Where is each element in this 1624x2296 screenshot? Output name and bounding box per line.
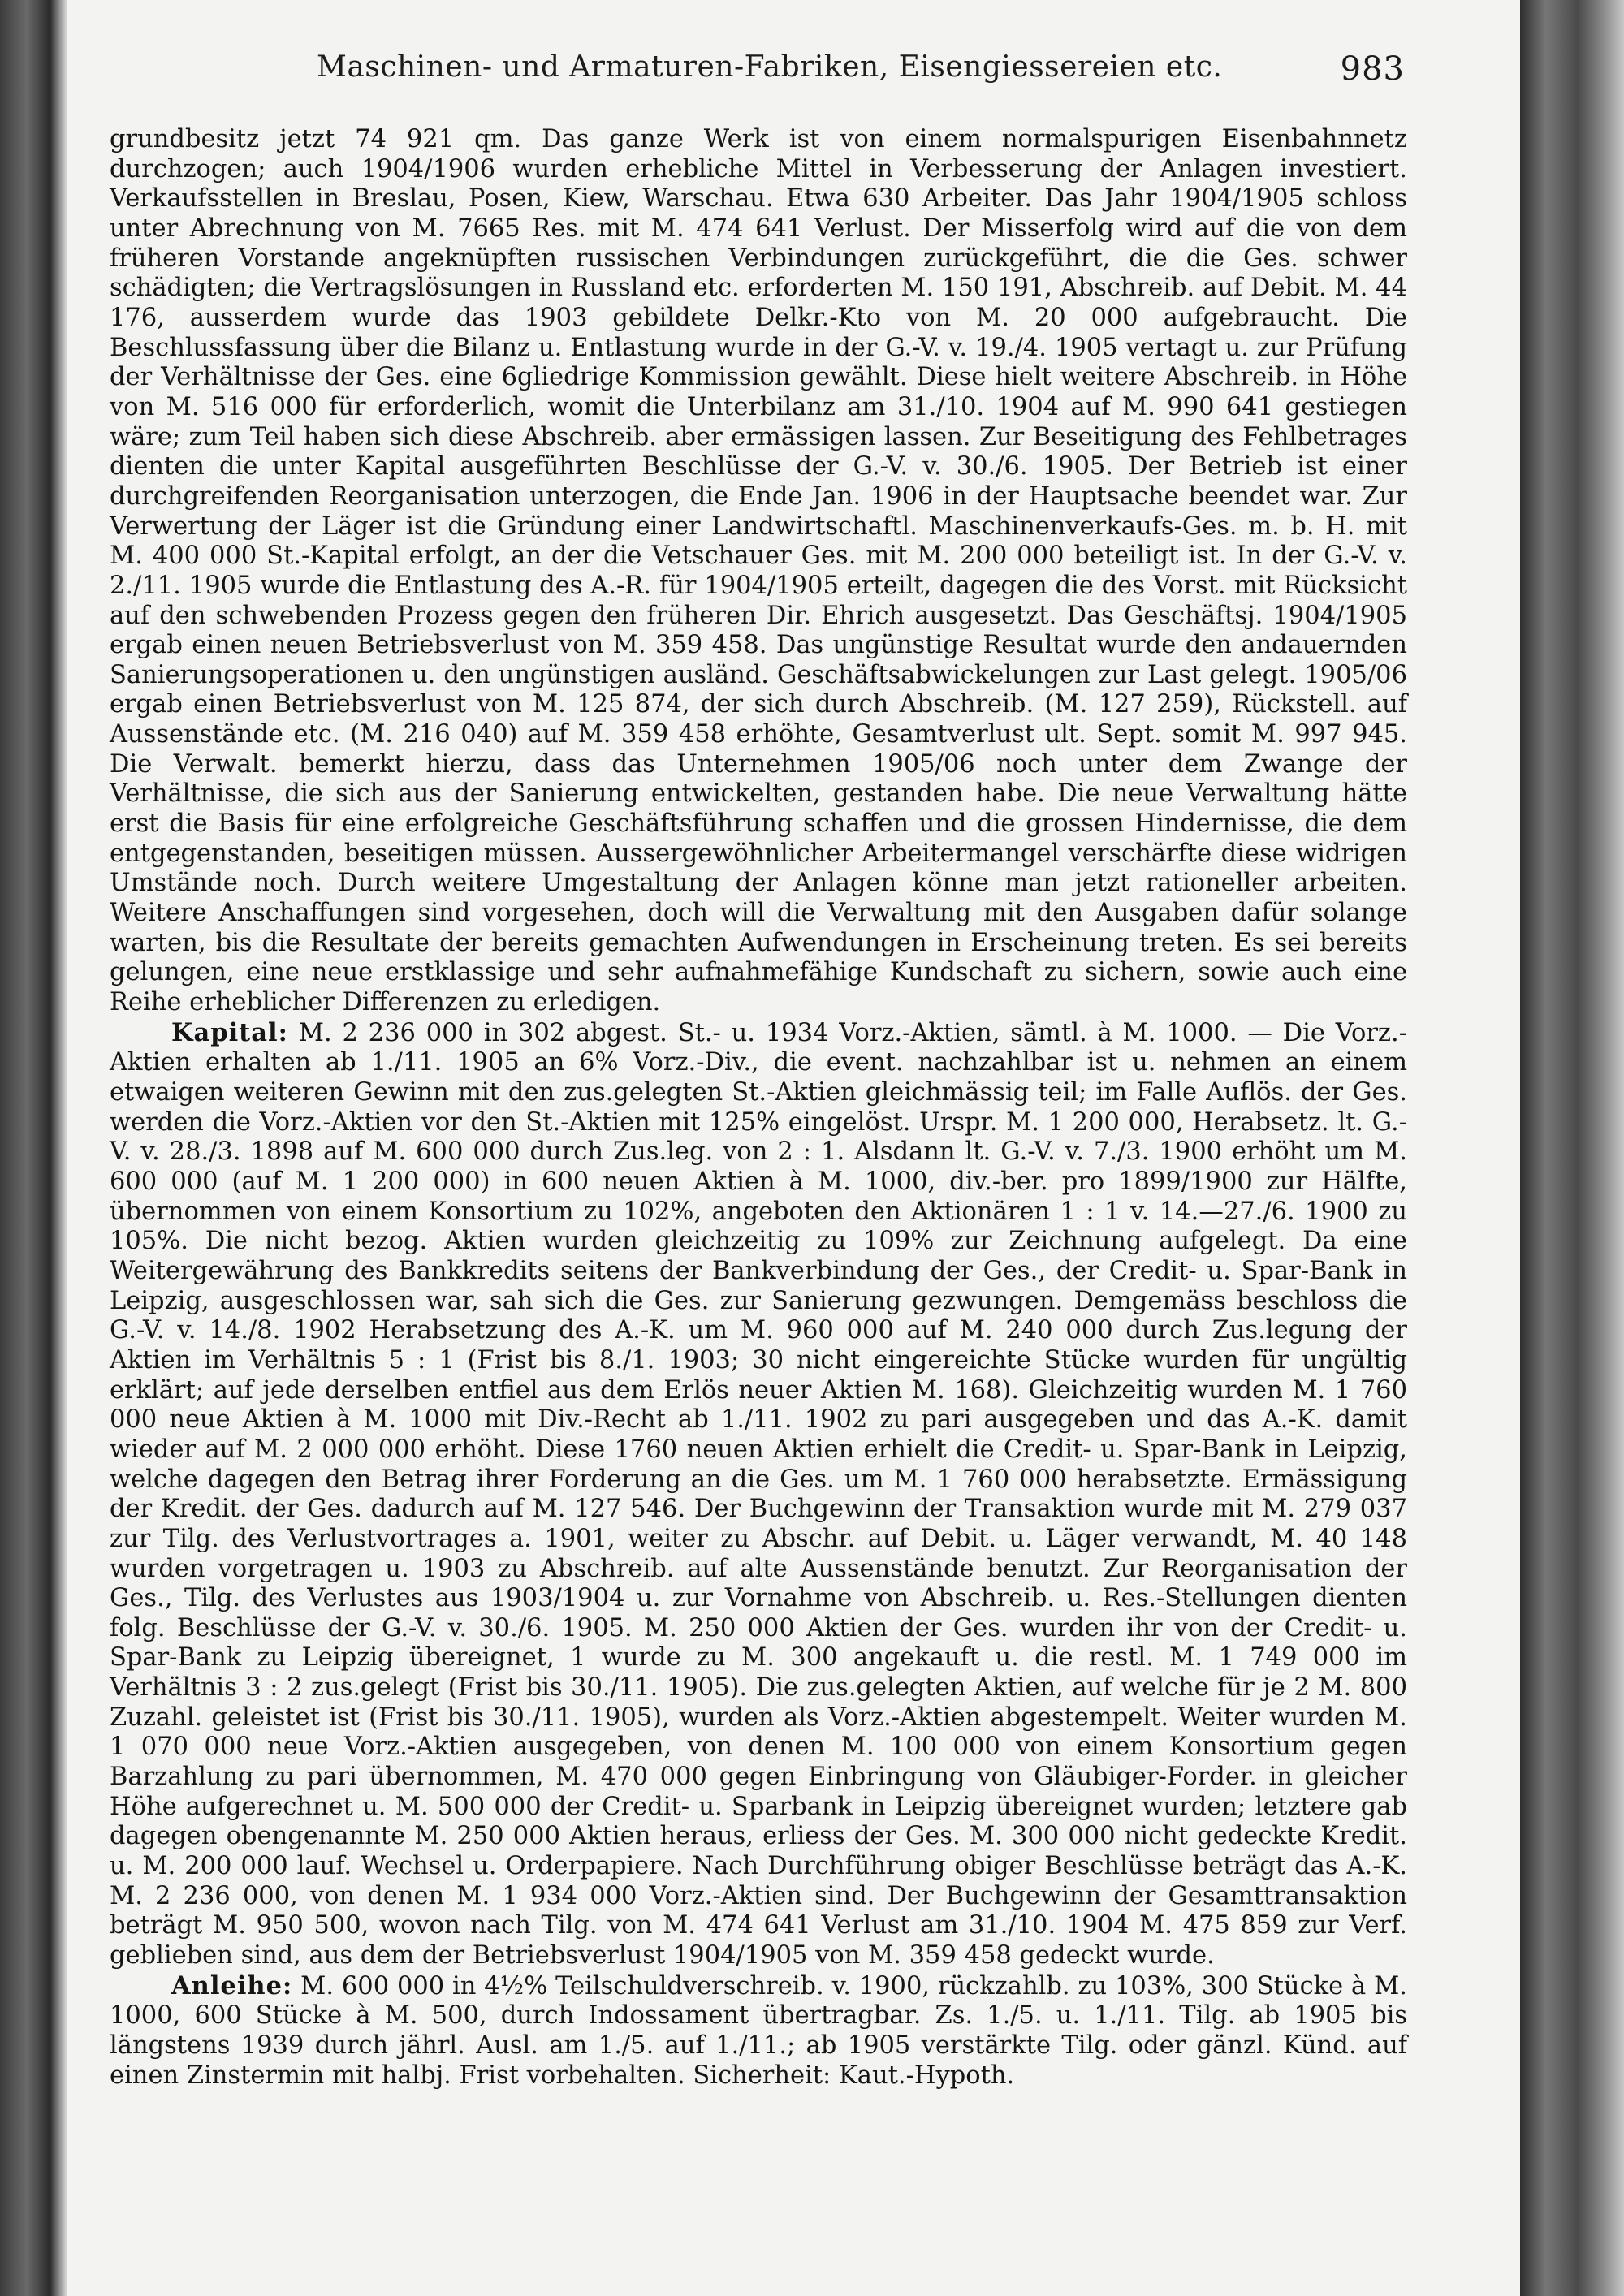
page-body <box>110 125 1407 2091</box>
page-number: 983 <box>1340 50 1405 88</box>
kapital-paragraph <box>110 1018 1407 1971</box>
scan-right-edge <box>1520 0 1624 2296</box>
anleihe-label: Anleihe: <box>171 1970 293 2000</box>
kapital-text: M. 2 236 000 in 302 abgest. St.- u. 1934 Vorz.-Aktien, sämtl. à M. 1000. — Die Vorz.-Aktien erhalten ab 1./11. 1905 an 6% Vorz.-Div., die event. nachzahlbar ist u. nehmen an einem etwaigen weiteren Gewinn mit den zus.gelegten St.-Aktien gleichmässig teil; im Falle Auflös. der Ges. werden die Vorz.-Aktien vor den St.-Aktien mit 125% eingelöst. Urspr. M. 1 200 000, Herabsetz. lt. G.-V. v. 28./3. 1898 auf M. 600 000 durch Zus.leg. von 2 : 1. Alsdann lt. G.-V. v. 7./3. 1900 erhöht um M. 600 000 (auf M. 1 200 000) in 600 neuen Aktien à M. 1000, div.-ber. pro 1899/1900 zur Hälfte, übernommen von einem Konsortium zu 102%, angeboten den Aktionären 1 : 1 v. 14.—27./6. 1900 zu 105%. Die nicht bezog. Aktien wurden gleichzeitig zu 109% zur Zeichnung aufgelegt. Da eine Weitergewährung des Bankkredits seitens der Bankverbindung der Ges., der Credit- u. Spar-Bank in Leipzig, ausgeschlossen war, sah sich die Ges. zur Sanierung gezwungen. Demgemäss beschloss die G.-V. v. 14./8. 1902 Herabsetzung des A.-K. um M. 960 000 auf M. 240 000 durch Zus.legung der Aktien im Verhältnis 5 : 1 (Frist bis 8./1. 1903; 30 nicht eingereichte Stücke wurden für ungültig erklärt; auf jede derselben entfiel aus dem Erlös neuer Aktien M. 168). Gleichzeitig wurden M. 1 760 000 neue Aktien à M. 1000 mit Div.-Recht ab 1./11. 1902 zu pari ausgegeben und das A.-K. damit wieder auf M. 2 000 000 erhöht. Diese 1760 neuen Aktien erhielt die Credit- u. Spar-Bank in Leipzig, welche dagegen den Betrag ihrer Forderung an die Ges. um M. 1 760 000 herabsetzte. Ermässigung der Kredit. der Ges. dadurch auf M. 127 546. Der Buchgewinn der Transaktion wurde mit M. 279 037 zur Tilg. des Verlustvortrages a. 1901, weiter zu Abschr. auf Debit. u. Läger verwandt, M. 40 148 wurden vorgetragen u. 1903 zu Abschreib. auf alte Aussenstände benutzt. Zur Reorganisation der Ges., Tilg. des Verlustes aus 1903/1904 u. zur Vornahme von Abschreib. u. Res.-Stellungen dienten folg. Beschlüsse der G.-V. v. 30./6. 1905. M. 250 000 Aktien der Ges. wurden ihr von der Credit- u. Spar-Bank zu Leipzig übereignet, 1 wurde zu M. 300 angekauft u. die restl. M. 1 749 000 im Verhältnis 3 : 2 zus.gelegt (Frist bis 30./11. 1905). Die zus.gelegten Aktien, auf welche für je 2 M. 800 Zuzahl. geleistet ist (Frist bis 30./11. 1905), wurden als Vorz.-Aktien abgestempelt. Weiter wurden M. 1 070 000 neue Vorz.-Aktien ausgegeben, von denen M. 100 000 von einem Konsortium gegen Barzahlung zu pari übernommen, M. 470 000 gegen Einbringung von Gläubiger-Forder. in gleicher Höhe aufgerechnet u. M. 500 000 der Credit- u. Sparbank in Leipzig übereignet wurden; letztere gab dagegen obengenannte M. 250 000 Aktien heraus, erliess der Ges. M. 300 000 nicht gedeckte Kredit. u. M. 200 000 lauf. Wechsel u. Orderpapiere. Nach Durchführung obiger Beschlüsse beträgt das A.-K. M. 2 236 000, von denen M. 1 934 000 Vorz.-Aktien sind. Der Buchgewinn der Gesamttransaktion beträgt M. 950 500, wovon nach Tilg. von M. 474 641 Verlust am 31./10. 1904 M. 475 859 zur Verf. geblieben sind, aus dem der Betriebsverlust 1904/1905 von M. 359 458 gedeckt wurde. <box>110 1018 1407 1970</box>
scan-left-edge <box>0 0 67 2296</box>
intro-text: grundbesitz jetzt 74 921 qm. Das ganze Werk ist von einem normalspurigen Eisenbahnnetz durchzogen; auch 1904/1906 wurden erhebliche Mittel in Verbesserung der Anlagen investiert. Verkaufsstellen in Breslau, Posen, Kiew, Warschau. Etwa 630 Arbeiter. Das Jahr 1904/1905 schloss unter Abrechnung von M. 7665 Res. mit M. 474 641 Verlust. Der Misserfolg wird auf die von dem früheren Vorstande angeknüpften russischen Verbindungen zurückgeführt, die die Ges. schwer schädigten; die Vertragslösungen in Russland etc. erforderten M. 150 191, Abschreib. auf Debit. M. 44 176, ausserdem wurde das 1903 gebildete Delkr.-Kto von M. 20 000 aufgebraucht. Die Beschlussfassung über die Bilanz u. Entlastung wurde in der G.-V. v. 19./4. 1905 vertagt u. zur Prüfung der Verhältnisse der Ges. eine 6gliedrige Kommission gewählt. Diese hielt weitere Abschreib. in Höhe von M. 516 000 für erforderlich, womit die Unterbilanz am 31./10. 1904 auf M. 990 641 gestiegen wäre; zum Teil haben sich diese Abschreib. aber ermässigen lassen. Zur Beseitigung des Fehlbetrages dienten die unter Kapital ausgeführten Beschlüsse der G.-V. v. 30./6. 1905. Der Betrieb ist einer durchgreifenden Reorganisation unterzogen, die Ende Jan. 1906 in der Hauptsache beendet war. Zur Verwertung der Läger ist die Gründung einer Landwirtschaftl. Maschinenverkaufs-Ges. m. b. H. mit M. 400 000 St.-Kapital erfolgt, an der die Vetschauer Ges. mit M. 200 000 beteiligt ist. In der G.-V. v. 2./11. 1905 wurde die Entlastung des A.-R. für 1904/1905 erteilt, dagegen die des Vorst. mit Rücksicht auf den schwebenden Prozess gegen den früheren Dir. Ehrich ausgesetzt. Das Geschäftsj. 1904/1905 ergab einen neuen Betriebsverlust von M. 359 458. Das ungünstige Resultat wurde den andauernden Sanierungsoperationen u. den ungünstigen ausländ. Geschäftsabwickelungen zur Last gelegt. 1905/06 ergab einen Betriebsverlust von M. 125 874, der sich durch Abschreib. (M. 127 259), Rückstell. auf Aussenstände etc. (M. 216 040) auf M. 359 458 erhöhte, Gesamtverlust ult. Sept. somit M. 997 945. Die Verwalt. bemerkt hierzu, dass das Unternehmen 1905/06 noch unter dem Zwange der Verhältnisse, die sich aus der Sanierung entwickelten, gestanden habe. Die neue Verwaltung hätte erst die Basis für eine erfolgreiche Geschäftsführung schaffen und die grossen Hindernisse, die dem entgegenstanden, beseitigen müssen. Aussergewöhnlicher Arbeitermangel verschärfte diese widrigen Umstände noch. Durch weitere Umgestaltung der Anlagen könne man jetzt rationeller arbeiten. Weitere Anschaffungen sind vorgesehen, doch will die Verwaltung mit den Ausgaben dafür solange warten, bis die Resultate der bereits gemachten Aufwendungen in Erscheinung treten. Es sei bereits gelungen, eine neue erstklassige und sehr aufnahmefähige Kundschaft zu sichern, sowie auch eine Reihe erheblicher Differenzen zu erledigen. <box>110 125 1407 1017</box>
kapital-label: Kapital: <box>171 1017 288 1047</box>
header-title: Maschinen- und Armaturen-Fabriken, Eisengiessereien etc. <box>317 50 1223 84</box>
intro-paragraph <box>110 125 1407 1018</box>
anleihe-text: M. 600 000 in 4½% Teilschuldverschreib. v. 1900, rückzahlb. zu 103%, 300 Stücke à M. 1000, 600 Stücke à M. 500, durch Indossament übertragbar. Zs. 1./5. u. 1./11. Tilg. ab 1905 bis längstens 1939 durch jährl. Ausl. am 1./5. auf 1./11.; ab 1905 verstärkte Tilg. oder gänzl. Künd. auf einen Zinstermin mit halbj. Frist vorbehalten. Sicherheit: Kaut.-Hypoth. <box>110 1971 1407 2090</box>
anleihe-paragraph <box>110 1971 1407 2091</box>
running-header <box>106 50 1405 91</box>
